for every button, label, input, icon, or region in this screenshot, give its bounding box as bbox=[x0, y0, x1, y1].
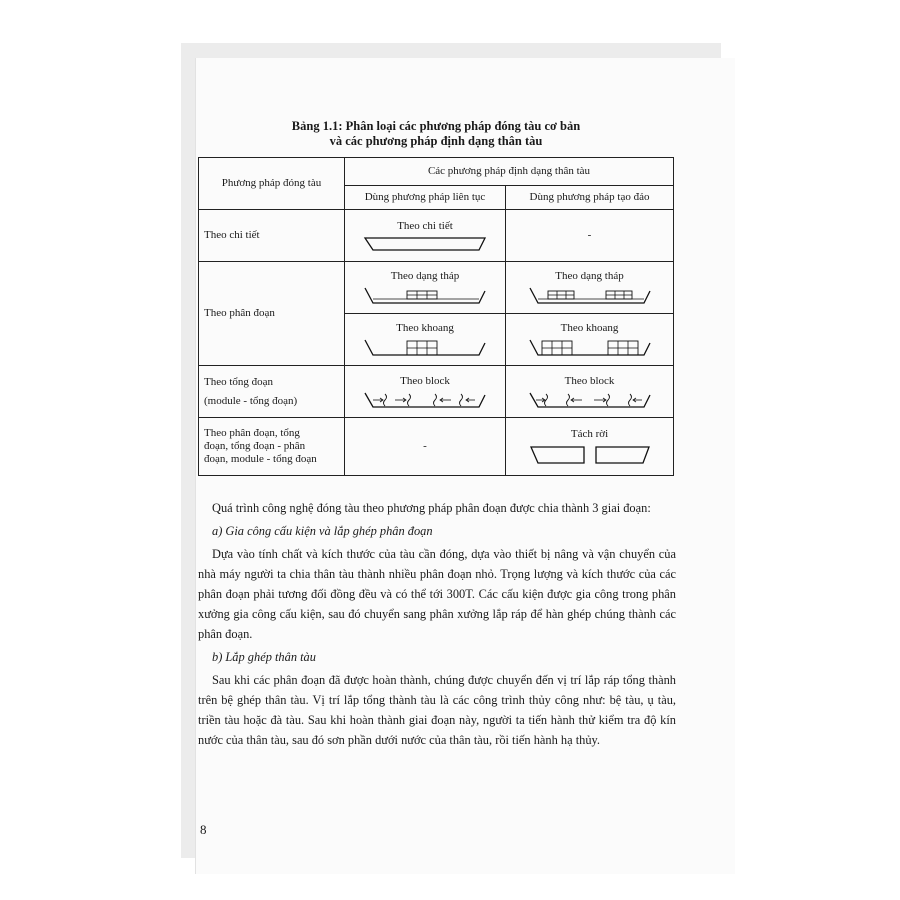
fig-label: Theo khoang bbox=[560, 322, 619, 334]
block-method-diagram bbox=[363, 390, 487, 410]
fig-label: Theo dạng tháp bbox=[390, 270, 460, 282]
compartment-island-diagram bbox=[528, 337, 652, 359]
table-caption bbox=[198, 118, 674, 149]
heading-a: a) Gia công cấu kiện và lắp ghép phân đoạn bbox=[212, 524, 433, 538]
row2b-island bbox=[506, 314, 674, 366]
caption-line-1: Bảng 1.1: Phân loại các phương pháp đóng tàu cơ bản bbox=[291, 119, 581, 133]
row2a-continuous bbox=[345, 262, 506, 314]
row2b-continuous bbox=[345, 314, 506, 366]
classification-table bbox=[198, 157, 674, 476]
header-group: Các phương pháp định dạng thân tàu bbox=[345, 158, 674, 186]
caption-line-2: và các phương pháp định dạng thân tàu bbox=[329, 134, 543, 148]
header-method: Phương pháp đóng tàu bbox=[199, 158, 345, 210]
paragraph-2: Dựa vào tính chất và kích thước của tàu cần đóng, dựa vào thiết bị nâng và vận chuyển của nhà máy người ta chia thân tàu thành nhiều phân đoạn nhỏ. Trọng lượng và kích thước của các phân đoạn phải tương đối đồng đều và có thể tới 300T. Các cấu kiện được gia công trong phân xưởng gia công cấu kiện, sau đó chuyển sang phân xưởng lắp ráp để hàn ghép chúng thành các phân đoạn. bbox=[198, 547, 676, 641]
separated-hull-diagram bbox=[528, 443, 652, 467]
fig-label: Theo block bbox=[564, 375, 615, 387]
row4-continuous: - bbox=[345, 418, 506, 476]
row3-method-line2: (module - tổng đoạn) bbox=[204, 394, 298, 407]
block-island-diagram bbox=[528, 390, 652, 410]
fig-label: Theo dạng tháp bbox=[555, 270, 624, 282]
row3-method bbox=[199, 366, 345, 418]
table-row bbox=[199, 366, 674, 418]
row1-method: Theo chi tiết bbox=[199, 210, 345, 262]
row2a-island bbox=[506, 262, 674, 314]
row3-island bbox=[506, 366, 674, 418]
tower-method-diagram bbox=[363, 285, 487, 307]
heading-b: b) Lắp ghép thân tàu bbox=[212, 650, 316, 664]
row1-continuous bbox=[345, 210, 506, 262]
page-number: 8 bbox=[200, 822, 207, 837]
header-continuous: Dùng phương pháp liên tục bbox=[345, 186, 506, 210]
row4-island bbox=[506, 418, 674, 476]
tower-island-diagram bbox=[528, 285, 652, 307]
row4-method-line3: đoạn, module - tổng đoạn bbox=[204, 453, 317, 465]
book-page bbox=[196, 58, 735, 874]
fig-label: Tách rời bbox=[570, 428, 609, 440]
row4-method bbox=[199, 418, 345, 476]
row2-method: Theo phân đoạn bbox=[199, 262, 345, 366]
fig-label: Theo khoang bbox=[396, 322, 454, 334]
row3-method-line1: Theo tổng đoạn bbox=[204, 375, 274, 388]
table-row bbox=[199, 262, 674, 314]
fig-label: Theo block bbox=[400, 375, 450, 387]
header-island: Dùng phương pháp tạo đảo bbox=[506, 186, 674, 210]
row1-island: - bbox=[506, 210, 674, 262]
paragraph-3: Sau khi các phân đoạn đã được hoàn thành, chúng được chuyển đến vị trí lắp ráp tổng thành trên bệ ghép thân tàu. Vị trí lắp tổng thành tàu là các công trình thủy công như: bệ tàu, ụ tàu, triền tàu hoặc đà tàu. Sau khi hoàn thành giai đoạn này, người ta tiến hành thử kiểm tra độ kín nước của thân tàu, sau đó sơn phần dưới nước của thân tàu, rồi tiến hành hạ thủy. bbox=[198, 673, 676, 747]
compartment-method-diagram bbox=[363, 337, 487, 359]
fig-label: Theo chi tiết bbox=[397, 220, 453, 232]
row4-method-line2: đoạn, tổng đoạn - phân bbox=[204, 440, 306, 452]
table-row bbox=[199, 418, 674, 476]
body-text bbox=[198, 498, 676, 750]
hull-detail-diagram bbox=[363, 235, 487, 253]
row4-method-line1: Theo phân đoạn, tổng bbox=[204, 427, 300, 439]
table-row bbox=[199, 210, 674, 262]
row3-continuous bbox=[345, 366, 506, 418]
paragraph-1: Quá trình công nghệ đóng tàu theo phương pháp phân đoạn được chia thành 3 giai đoạn: bbox=[212, 501, 651, 515]
